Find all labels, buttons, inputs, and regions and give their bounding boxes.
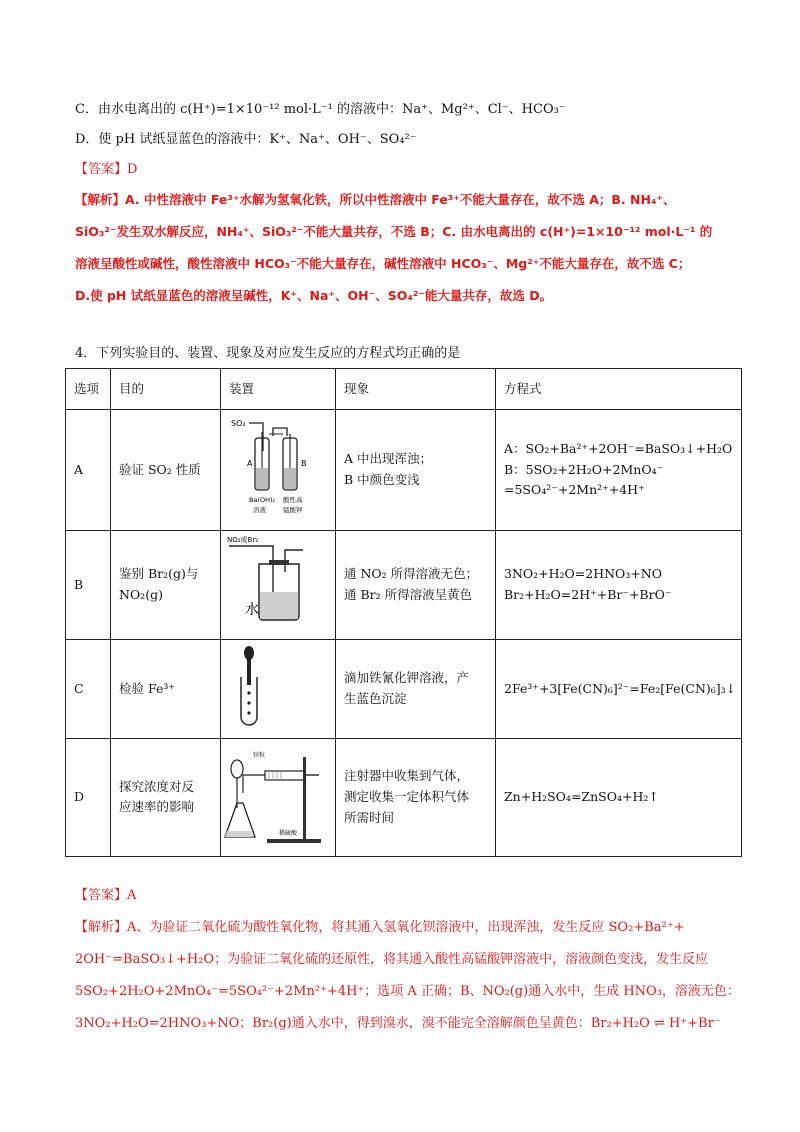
label-no2-br2: NO₂或Br₂ [227, 535, 259, 544]
table-header-row [66, 369, 742, 410]
label-kmno4: 锰酸钾 [283, 505, 303, 514]
row-a-option: A [66, 410, 111, 531]
row-d-equation: Zn+H₂SO₄=ZnSO₄+H₂↑ [496, 739, 742, 857]
row-b-equation-line-1: 3NO₂+H₂O=2HNO₃+NO [504, 566, 662, 582]
syringe-stand-diagram [223, 739, 333, 849]
label-b: B [301, 458, 307, 468]
row-c-purpose: 检验 Fe³⁺ [111, 640, 221, 739]
label-water: 水 [245, 601, 259, 618]
row-d-phenomenon-line-1: 注射器中收集到气体， [344, 768, 470, 784]
analysis-q3-line-1: 【解析】A. 中性溶液中 Fe³⁺水解为氢氧化铁，所以中性溶液中 Fe³⁺不能大量存在，故不选 A；B. NH₄⁺、 [75, 192, 676, 207]
so2-bottles-diagram [223, 412, 333, 522]
table-row-b [66, 531, 742, 640]
table-row-c [66, 640, 742, 739]
row-d-phenomenon-line-2: 测定收集一定体积气体 [344, 789, 470, 804]
label-a: A [247, 458, 253, 468]
analysis-q3-line-2: SiO₃²⁻发生双水解反应，NH₄⁺、SiO₃²⁻不能大量共存，不选 B；C. 由水电离出的 c(H⁺)=1×10⁻¹² mol·L⁻¹ 的 [75, 224, 713, 239]
row-a-phenomenon-line-2: B 中颜色变浅 [344, 472, 420, 487]
row-a-purpose: 验证 SO₂ 性质 [111, 410, 221, 531]
header-phenomenon: 现象 [336, 369, 496, 410]
analysis-q4-line-2: 2OH⁻=BaSO₃↓+H₂O；为验证二氧化硫的还原性，将其通入酸性高锰酸钾溶液中，溶液颜色变浅，发生反应 [75, 952, 709, 967]
row-c-phenomenon-line-2: 生蓝色沉淀 [344, 691, 407, 706]
label-zinc: 锌粒 [253, 752, 266, 759]
row-c-apparatus [221, 640, 336, 739]
row-b-phenomenon [336, 531, 496, 640]
question-4-stem: 4．下列实验目的、装置、现象及对应发生反应的方程式均正确的是 [75, 346, 461, 361]
answer-label-q4: 【答案】A [75, 888, 137, 903]
label-dilute-acid: 稀硫酸 [279, 830, 298, 837]
gas-wash-bottle-diagram [223, 532, 333, 632]
analysis-q3-line-4: D.使 pH 试纸显蓝色的溶液呈碱性，K⁺、Na⁺、OH⁻、SO₄²⁻能大量共存，故选 D。 [75, 288, 553, 303]
header-apparatus: 装置 [221, 369, 336, 410]
row-b-equation-line-2: Br₂+H₂O=2H⁺+Br⁻+BrO⁻ [504, 587, 672, 602]
row-c-phenomenon-line-1: 滴加铁氰化钾溶液，产 [344, 670, 470, 686]
answer-label-q3: 【答案】D [75, 162, 138, 177]
header-equation: 方程式 [496, 369, 742, 410]
row-a-phenomenon-line-1: A 中出现浑浊； [344, 451, 433, 467]
row-c-option: C [66, 640, 111, 739]
analysis-q4-line-4: 3NO₂+H₂O=2HNO₃+NO；Br₂(g)通入水中，得到溴水，溴不能完全溶解颜色呈黄色：Br₂+H₂O ⇌ H⁺+Br⁻ [75, 1016, 721, 1031]
row-b-phenomenon-line-1: 通 NO₂ 所得溶液无色； [344, 566, 479, 582]
label-baoh2: Ba(OH)₂ [249, 495, 276, 504]
row-d-phenomenon [336, 739, 496, 857]
row-c-equation: 2Fe³⁺+3[Fe(CN)₆]²⁻=Fe₂[Fe(CN)₆]₃↓ [496, 640, 742, 739]
row-b-purpose-line-2: NO₂(g) [119, 587, 163, 602]
row-b-option: B [66, 531, 111, 640]
row-b-purpose [111, 531, 221, 640]
label-solution: 溶液 [253, 505, 266, 514]
dropper-test-tube-diagram [223, 641, 333, 731]
row-d-option: D [66, 739, 111, 857]
header-option: 选项 [66, 369, 111, 410]
label-acidic: 酸性高 [283, 495, 303, 504]
row-d-purpose-line-2: 应速率的影响 [119, 799, 195, 815]
analysis-q4-line-3: 5SO₂+2H₂O+2MnO₄⁻=5SO₄²⁻+2Mn²⁺+4H⁺；选项 A 正确；B、NO₂(g)通入水中，生成 HNO₃，溶液无色： [75, 984, 740, 999]
row-d-apparatus [221, 739, 336, 857]
row-a-apparatus [221, 410, 336, 531]
row-a-equation-line-1: A：SO₂+Ba²⁺+2OH⁻=BaSO₃↓+H₂O [504, 441, 733, 457]
row-b-phenomenon-line-2: 通 Br₂ 所得溶液呈黄色 [344, 587, 473, 602]
question-4-table [65, 368, 742, 857]
analysis-q3-line-3: 溶液呈酸性或碱性，酸性溶液中 HCO₃⁻不能大量存在，碱性溶液中 HCO₃⁻、Mg²⁺不能大量存在，故不选 C； [75, 256, 691, 271]
analysis-q4-line-1: 【解析】A、为验证二氧化硫为酸性氧化物，将其通入氢氧化钡溶液中，出现浑浊，发生反应 SO₂+Ba²⁺+ [75, 920, 685, 935]
row-b-purpose-line-1: 鉴别 Br₂(g)与 [119, 566, 199, 582]
row-d-phenomenon-line-3: 所需时间 [344, 809, 395, 825]
row-d-purpose [111, 739, 221, 857]
header-purpose: 目的 [111, 369, 221, 410]
row-b-apparatus [221, 531, 336, 640]
option-d-text: D．使 pH 试纸显蓝色的溶液中：K⁺、Na⁺、OH⁻、SO₄²⁻ [75, 132, 417, 147]
row-c-phenomenon [336, 640, 496, 739]
row-d-purpose-line-1: 探究浓度对反 [119, 778, 195, 794]
row-b-equation [496, 531, 742, 640]
row-a-equation [496, 410, 742, 531]
row-a-equation-line-3: =5SO₄²⁻+2Mn²⁺+4H⁺ [504, 482, 645, 498]
row-a-phenomenon [336, 410, 496, 531]
row-a-equation-line-2: B：5SO₂+2H₂O+2MnO₄⁻ [504, 461, 664, 477]
table-row-a [66, 410, 742, 531]
table-row-d [66, 739, 742, 857]
label-so2: SO₂ [231, 418, 246, 428]
option-c-text: C．由水电离出的 c(H⁺)=1×10⁻¹² mol·L⁻¹ 的溶液中：Na⁺、Mg²⁺、Cl⁻、HCO₃⁻ [75, 102, 566, 117]
